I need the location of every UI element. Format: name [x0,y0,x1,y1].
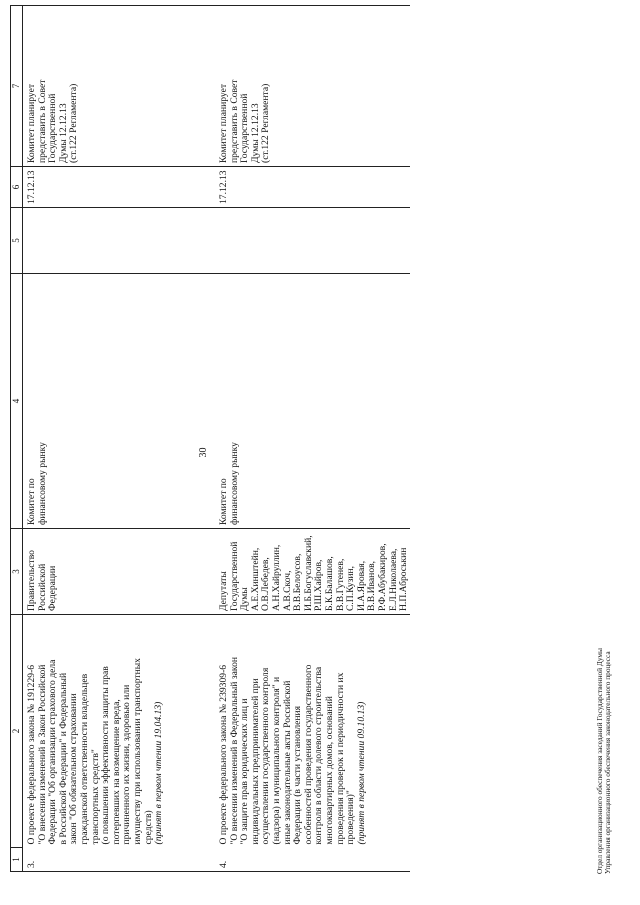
sponsor-line: А.В.Скоч, [281,570,293,611]
sponsor-line: Депутаты [218,571,229,611]
committee-line: финансовому рынку [36,442,48,525]
column-header: 4 [11,274,23,529]
description-line: осуществлении государственного контроля [260,667,272,845]
row-number: 4. [213,848,410,872]
description-line: Федерации (в части установления [292,705,304,845]
sponsor-line: О.В.Лебедев, [260,557,272,611]
sponsor-line: В.В.Гутенев, [334,558,346,611]
sponsor-line: Р.Ф.Абубакиров, [376,543,388,611]
description-line: "О внесении изменений в Закон Российской [36,664,48,845]
status-line: (ст.122 Регламента) [260,83,272,163]
column-5-cell [23,208,214,274]
page-number: 30 [198,447,209,458]
description-line: особенностей проведения государственного [302,664,314,845]
status-line: Государственной [47,93,59,163]
sponsor-line: А.Е.Хинштейн, [249,547,261,611]
sponsor-line: Правительство [26,550,37,611]
committee-line: финансовому рынку [228,442,240,525]
date-cell: 17.12.13 [23,167,214,208]
status-line: Думы 12.12.13 [249,103,261,163]
description-line: проведения)" [345,790,357,845]
bill-sponsor [23,529,214,615]
description-line: закон "Об обязательном страховании [68,693,80,845]
description-line: О проекте федерального закона № 239309-6 [218,664,229,845]
sponsor-line: А.Н.Хайруллин, [270,544,282,611]
column-header: 7 [11,6,23,167]
description-line: имуществу при использовании транспортных [131,658,143,845]
bills-table [10,5,410,872]
description-line: Федерации "Об организации страхового дела [47,659,59,845]
column-header: 2 [11,615,23,848]
status-line: представить в Совет [36,79,48,163]
row-number: 3. [23,848,214,872]
column-header-row [11,6,23,872]
description-line: "О внесении изменений в Федеральный закон [228,657,240,845]
reading-note: (принят в первом чтении 19.04.13) [153,701,165,845]
sponsor-line: Р.Ш.Хайров, [313,559,325,611]
status-line: (ст.122 Регламента) [68,83,80,163]
description-line: проведения проверок и периодичности их [334,672,346,845]
column-header: 6 [11,167,23,208]
responsible-committee [23,274,214,529]
status-line: Комитет планирует [218,83,229,163]
status-cell [213,6,410,167]
description-line: (надзора) и муниципального контроля" и [270,676,282,845]
sponsor-line: И.Б.Богуславский, [302,535,314,611]
footer-line: Отдел организационного обеспечения заседаний Государственной Думы [595,648,604,874]
sponsor-line: Н.П.Аброськин [398,547,410,611]
sponsor-line: Федерации [47,565,59,611]
column-header: 3 [11,529,23,615]
status-cell [23,6,214,167]
footer-line: Управления организационного обеспечения законодательного процесса [603,651,613,874]
description-line: О проекте федерального закона № 191229-6 [26,664,37,845]
column-header: 5 [11,208,23,274]
status-line: Комитет планирует [26,83,37,163]
description-line: (о повышении эффективности защиты прав [100,666,112,845]
description-line: контроля в области долевого строительства [313,666,325,845]
description-line: в Российской Федерации" и Федеральный [57,672,69,845]
status-line: представить в Совет [228,79,240,163]
table-row [213,6,410,872]
sponsor-line: Б.К.Балашов, [323,556,335,611]
sponsor-line: Государственной [228,541,240,611]
page-footer [596,648,612,874]
column-header: 1 [11,848,23,872]
bill-description [23,615,214,848]
table-row [23,6,214,872]
reading-note: (принят в первом чтении 09.10.13) [355,701,367,845]
status-line: Государственной [239,93,251,163]
sponsor-line: С.П.Кузин, [345,565,357,611]
sponsor-line: В.В.Белоусов, [292,553,304,611]
committee-line: Комитет по [26,478,37,525]
sponsor-line: Е.Л.Николаева, [387,548,399,611]
sponsor-line: Российской [36,563,48,611]
description-line: средств) [142,810,154,845]
responsible-committee [213,274,410,529]
description-line: индивидуальных предпринимателей при [249,678,261,845]
description-line: транспортных средств" [89,749,101,845]
committee-line: Комитет по [218,478,229,525]
bill-sponsor [213,529,410,615]
description-line: иные законодательные акты Российской [281,680,293,845]
sponsor-line: Думы [239,587,251,611]
status-line: Думы 12.12.13 [57,103,69,163]
sponsor-line: И.А.Яровая, [355,560,367,611]
description-line: потерпевших на возмещение вреда, [110,699,122,845]
date-cell: 17.12.13 [213,167,410,208]
column-5-cell [213,208,410,274]
sponsor-line: В.В.Иванов, [366,560,378,611]
description-line: "О защите прав юридических лиц и [239,698,251,845]
description-line: гражданской ответственности владельцев [78,673,90,845]
bill-description [213,615,410,848]
description-line: многоквартирных домов, оснований [323,696,335,845]
description-line: причиненного их жизни, здоровью или [121,684,133,845]
